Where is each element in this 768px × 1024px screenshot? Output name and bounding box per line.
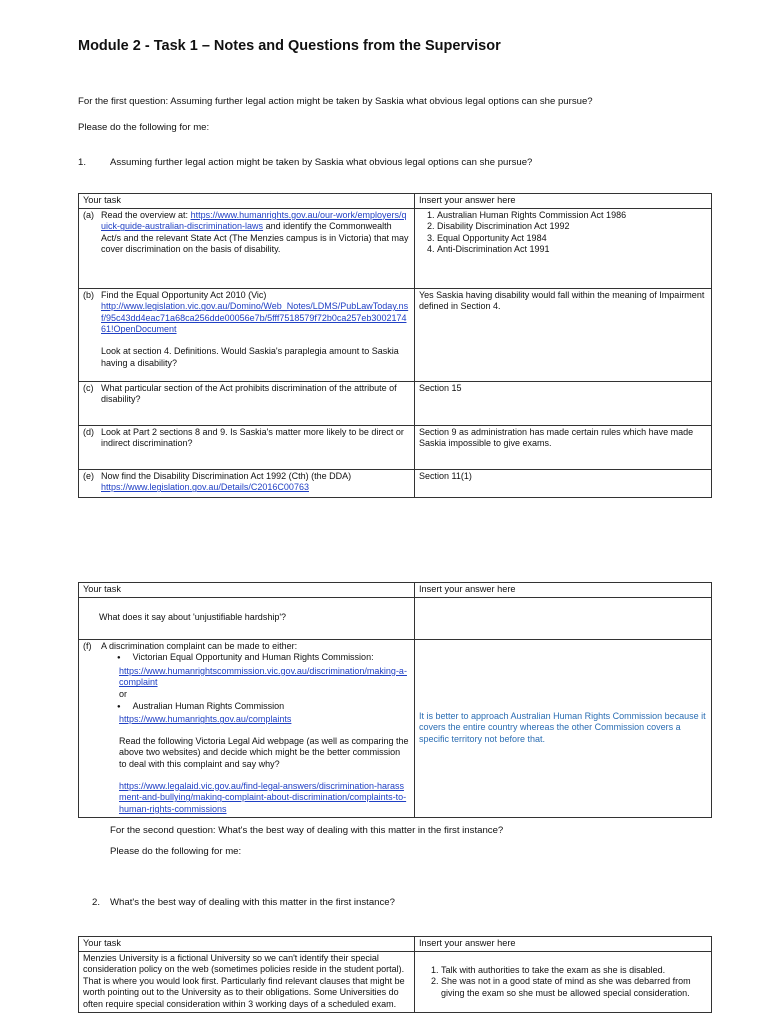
second-please: Please do the following for me: xyxy=(110,846,242,857)
question-1-text: Assuming further legal action might be taken by Saskia what obvious legal options can she pursue? xyxy=(110,157,533,168)
task-f-link1[interactable]: https://www.humanrightscommission.vic.gov.au/discrimination/making-a-complaint xyxy=(119,665,407,688)
table-row xyxy=(79,951,712,1012)
task-special-consideration: Menzies University is a fictional University so we can't identify their special consideration policy on the web (sometimes policies reside in the student portal). That is where you would look first. Particularly find relevant clauses that might be worth pointing out to the University as to their obligations. Some Universities do often require special consideration within 3 working days of a scheduled exam. xyxy=(79,951,415,1012)
task-a-link[interactable]: https://www.humanrights.gov.au/our-work/employers/quick-guide-australian-discrimination-laws xyxy=(101,209,407,232)
table-row xyxy=(79,597,712,639)
task-f xyxy=(79,639,415,817)
task-b xyxy=(79,288,415,381)
task-letter: (f) xyxy=(83,640,92,651)
task-b-line1: Find the Equal Opportunity Act 2010 (Vic) xyxy=(101,289,267,300)
answer-hardship xyxy=(415,597,712,639)
answer-d: Section 9 as administration has made certain rules which have made Saskia impossible to give exams. xyxy=(415,425,712,469)
task-d-text: Look at Part 2 sections 8 and 9. Is Saskia's matter more likely to be direct or indirect discrimination? xyxy=(101,426,404,449)
task-letter: (e) xyxy=(83,470,94,481)
intro-please: Please do the following for me: xyxy=(78,122,210,133)
answer-c: Section 15 xyxy=(415,381,712,425)
task-c-text: What particular section of the Act prohibits discrimination of the attribute of disability? xyxy=(101,382,397,405)
header-your-task: Your task xyxy=(79,937,415,952)
task-f-para: Read the following Victoria Legal Aid webpage (as well as comparing the above two websites) and decide which might be the better commission to deal with this complaint and say why? xyxy=(119,735,409,769)
task-letter: (b) xyxy=(83,289,94,300)
header-answer: Insert your answer here xyxy=(415,583,712,598)
task-d xyxy=(79,425,415,469)
list-item: 2. Disability Discrimination Act 1992 xyxy=(437,221,707,233)
task-table-3 xyxy=(78,936,712,1013)
list-item: 3. Equal Opportunity Act 1984 xyxy=(437,233,707,245)
task-letter: (a) xyxy=(83,209,94,220)
question-1-number: 1. xyxy=(78,157,87,168)
task-letter: (c) xyxy=(83,382,94,393)
table-row xyxy=(79,208,712,288)
task-c xyxy=(79,381,415,425)
answer-a xyxy=(415,208,712,288)
list-item: ● Victorian Equal Opportunity and Human Rights Commission: xyxy=(129,652,410,666)
header-answer: Insert your answer here xyxy=(415,937,712,952)
task-e xyxy=(79,469,415,497)
task-e-text: Now find the Disability Discrimination Act 1992 (Cth) (the DDA) xyxy=(101,470,352,481)
task-a xyxy=(79,208,415,288)
table-row xyxy=(79,469,712,497)
task-f-link3[interactable]: https://www.legalaid.vic.gov.au/find-legal-answers/discrimination-harassment-and-bullying/making-complaint-about-discrimination/complaints-to-human-rights-commissions xyxy=(119,780,407,814)
table-row xyxy=(79,381,712,425)
table-row xyxy=(79,288,712,381)
task-f-intro: A discrimination complaint can be made to either: xyxy=(101,640,298,651)
table-row xyxy=(79,425,712,469)
list-item: ● Australian Human Rights Commission xyxy=(129,701,410,715)
second-question: For the second question: What's the best way of dealing with this matter in the first instance? xyxy=(110,825,504,836)
answer-special-consideration xyxy=(415,951,712,1012)
answer-b: Yes Saskia having disability would fall within the meaning of Impairment defined in Section 4. xyxy=(415,288,712,381)
list-item: 1. Australian Human Rights Commission Act 1986 xyxy=(437,210,707,222)
list-item: 2. She was not in a good state of mind as she was debarred from giving the exam so she must be allowed special consideration. xyxy=(441,976,707,999)
question-2-text: What's the best way of dealing with this matter in the first instance? xyxy=(110,897,395,908)
task-hardship-text: What does it say about 'unjustifiable hardship'? xyxy=(99,612,287,623)
task-a-post: and identify the Commonwealth Act/s and the relevant State Act (The Menzies campus is in Victoria) that may cover discrimination on the basis of disability. xyxy=(101,221,409,255)
question-2 xyxy=(92,897,692,909)
question-2-number: 2. xyxy=(92,897,101,908)
answer-f xyxy=(415,639,712,817)
header-answer: Insert your answer here xyxy=(415,194,712,209)
task-table-2 xyxy=(78,582,712,818)
table-row xyxy=(79,639,712,817)
task-a-pre: Read the overview at: xyxy=(101,209,191,220)
task-letter: (d) xyxy=(83,426,94,437)
list-item: 1. Talk with authorities to take the exam as she is disabled. xyxy=(441,965,707,977)
task-e-link[interactable]: https://www.legislation.gov.au/Details/C2016C00763 xyxy=(101,482,309,493)
task-table-1 xyxy=(78,193,712,498)
task-f-link2[interactable]: https://www.humanrights.gov.au/complaints xyxy=(119,714,292,725)
intro-question: For the first question: Assuming further legal action might be taken by Saskia what obvious legal options can she pursue? xyxy=(78,96,593,107)
question-1 xyxy=(78,157,712,169)
task-b-line2: Look at section 4. Definitions. Would Saskia's paraplegia amount to Saskia having a disability? xyxy=(101,345,399,368)
task-hardship xyxy=(79,597,415,639)
list-item: 4. Anti-Discrimination Act 1991 xyxy=(437,244,707,256)
header-your-task: Your task xyxy=(79,194,415,209)
answer-f-text: It is better to approach Australian Human Rights Commission because it covers the entire country whereas the other Commission covers a specific territory not before that. xyxy=(419,710,706,744)
answer-e: Section 11(1) xyxy=(415,469,712,497)
header-your-task: Your task xyxy=(79,583,415,598)
page-title: Module 2 - Task 1 – Notes and Questions from the Supervisor xyxy=(78,38,501,54)
task-b-link[interactable]: http://www.legislation.vic.gov.au/Domino/Web_Notes/LDMS/PubLawToday.nsf/95c43dd4eac71a68ca256dde00056e7b/5fff7518579f72b0ca257eb300217461!OpenDocument xyxy=(101,301,409,335)
task-f-or: or xyxy=(119,688,128,699)
